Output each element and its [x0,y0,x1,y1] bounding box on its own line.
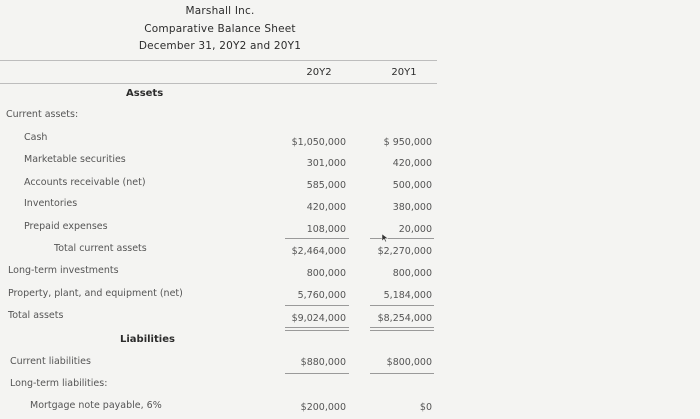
total-current-assets-20y2: $2,464,000 [291,246,346,257]
double-rule-20y1-b [370,330,434,331]
row-label-inventories: Inventories [24,198,78,209]
total-assets-20y2: $9,024,000 [291,313,346,324]
header-rule-top [0,60,437,61]
marketable-securities-20y2: 301,000 [306,158,346,169]
total-rule-20y2 [285,305,349,306]
liabilities-heading: Liabilities [120,334,175,345]
subtotal-rule-20y2 [285,238,349,239]
double-rule-20y2-a [285,327,349,328]
current-liabilities-20y1: $800,000 [386,357,432,368]
mortgage-note-payable-20y2: $200,000 [300,402,346,413]
inventories-20y2: 420,000 [306,202,346,213]
current-assets-heading: Current assets: [6,109,79,120]
ppe-20y2: 5,760,000 [297,290,346,301]
total-rule-20y1 [370,305,434,306]
double-rule-20y1-a [370,327,434,328]
liabilities-rule-20y2 [285,373,349,374]
long-term-liabilities-heading: Long-term liabilities: [10,378,108,389]
total-assets-20y1: $8,254,000 [377,313,432,324]
accounts-receivable-20y1: 500,000 [392,180,432,191]
ppe-20y1: 5,184,000 [383,290,432,301]
marketable-securities-20y1: 420,000 [392,158,432,169]
long-term-investments-20y1: 800,000 [392,268,432,279]
row-label-mortgage-note-payable: Mortgage note payable, 6% [30,400,162,411]
row-label-prepaid-expenses: Prepaid expenses [24,221,108,232]
inventories-20y1: 380,000 [392,202,432,213]
row-label-cash: Cash [24,132,48,143]
mouse-cursor-icon [380,233,390,243]
double-rule-20y2-b [285,330,349,331]
prepaid-expenses-20y1: 20,000 [398,224,432,235]
statement-title: Comparative Balance Sheet [144,23,296,35]
header-rule-bottom [0,83,437,84]
column-header-20y2: 20Y2 [306,67,332,78]
total-current-assets-20y1: $2,270,000 [377,246,432,257]
row-label-long-term-investments: Long-term investments [8,265,119,276]
liabilities-rule-20y1 [370,373,434,374]
cash-20y2: $1,050,000 [291,137,346,148]
row-label-property-plant-equipment: Property, plant, and equipment (net) [8,288,183,299]
long-term-investments-20y2: 800,000 [306,268,346,279]
prepaid-expenses-20y2: 108,000 [306,224,346,235]
accounts-receivable-20y2: 585,000 [306,180,346,191]
column-header-20y1: 20Y1 [391,67,417,78]
current-liabilities-20y2: $880,000 [300,357,346,368]
row-label-current-liabilities: Current liabilities [10,356,91,367]
statement-date: December 31, 20Y2 and 20Y1 [138,40,302,52]
assets-heading: Assets [126,88,164,99]
row-label-marketable-securities: Marketable securities [24,154,126,165]
company-name: Marshall Inc. [185,5,255,17]
mortgage-note-payable-20y1: $0 [419,402,432,413]
row-label-total-current-assets: Total current assets [54,243,147,254]
row-label-total-assets: Total assets [8,310,64,321]
cash-20y1: $ 950,000 [383,137,432,148]
row-label-accounts-receivable: Accounts receivable (net) [24,177,146,188]
